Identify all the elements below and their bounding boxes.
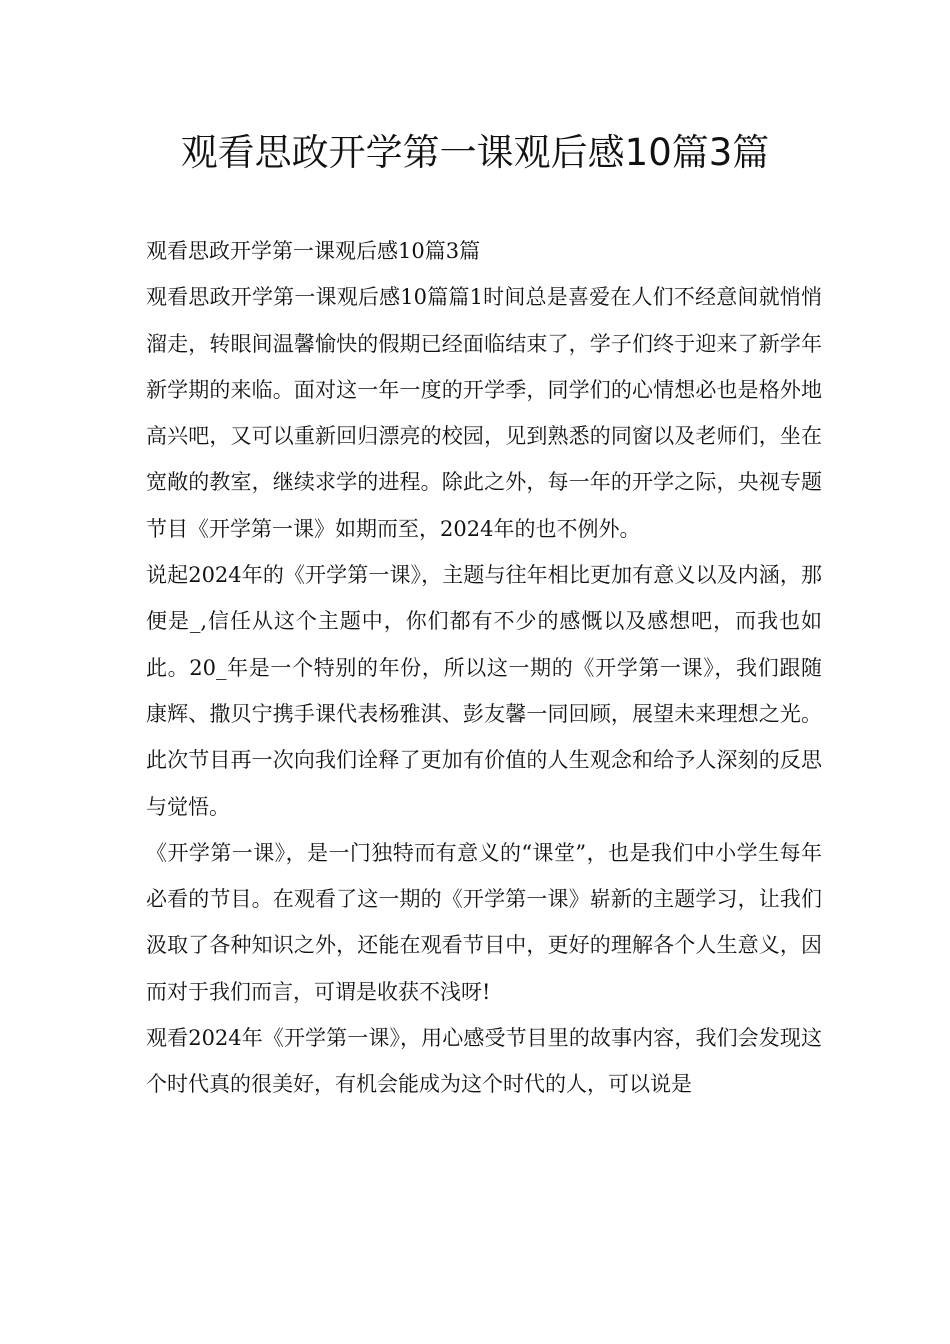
body-paragraph: 观看思政开学第一课观后感10篇3篇	[146, 239, 481, 263]
document-title: 观看思政开学第一课观后感10篇3篇	[180, 131, 770, 174]
body-paragraph: 说起2024年的《开学第一课》，主题与往年相比更加有意义以及内涵，那便是_,信任从这个主题中，你们都有不少的感慨以及感想吧，而我也如此。20_年是一个特别的年份，所以这一期的《开学第一课》，我们跟随康辉、撒贝宁携手课代表杨雅淇、彭友馨一同回顾，展望未来理想之光。此次节目再一次向我们诠释了更加有价值的人生观念和给予人深刻的反思与觉悟。	[146, 563, 822, 819]
body-paragraph: 观看思政开学第一课观后感10篇篇1时间总是喜爱在人们不经意间就悄悄溜走，转眼间温馨愉快的假期已经面临结束了，学子们终于迎来了新学年新学期的来临。面对这一年一度的开学季，同学们的心情想必也是格外地高兴吧，又可以重新回归漂亮的校园，见到熟悉的同窗以及老师们，坐在宽敞的教室，继续求学的进程。除此之外，每一年的开学之际，央视专题节目《开学第一课》如期而至，2024年的也不例外。	[146, 285, 822, 541]
document-body	[146, 228, 822, 1108]
body-paragraph: 观看2024年《开学第一课》，用心感受节目里的故事内容，我们会发现这个时代真的很美好，有机会能成为这个时代的人，可以说是	[146, 1026, 822, 1097]
body-paragraph: 《开学第一课》，是一门独特而有意义的“课堂”，也是我们中小学生每年必看的节目。在观看了这一期的《开学第一课》崭新的主题学习，让我们汲取了各种知识之外，还能在观看节目中，更好的理解各个人生意义，因而对于我们而言，可谓是收获不浅呀!	[146, 840, 822, 1004]
